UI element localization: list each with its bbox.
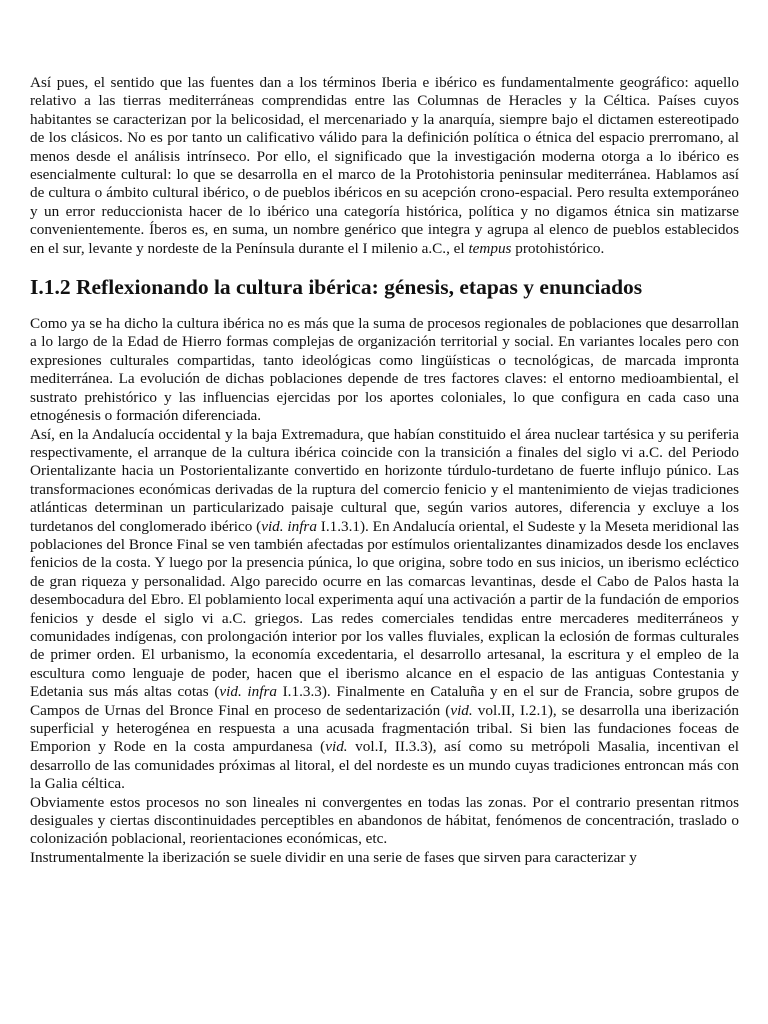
italic-reference: vid. infra	[261, 517, 317, 535]
paragraph-text: I.1.3.3). Finalmente en Cataluña y en el sur de Francia, sobre grupos de Campos de Urnas del Bronce Final en proceso de sedentarización (	[30, 683, 739, 719]
italic-reference: vid.	[450, 701, 473, 719]
section-heading: I.1.2 Reflexionando la cultura ibérica: génesis, etapas y enunciados	[30, 275, 643, 300]
body-paragraph-intro	[30, 74, 739, 258]
paragraph-text: I.1.3.1). En Andalucía oriental, el Sudeste y la Meseta meridional las poblaciones del Bronce Final se ven también afectadas por estímulos orientalizantes dinamizados desde los enclaves fenicios de la costa. Y luego por la presencia púnica, lo que origina, sobre todo en sus inicios, un iberismo ecléctico de gran riqueza y personalidad. Algo parecido ocurre en las comarcas levantinas, desde el Cabo de Palos hasta la desembocadura del Ebro. El poblamiento local experimenta aquí una activación a partir de la fundación de emporios fenicios y desde el siglo vi a.C. griegos. Las redes comerciales tendidas entre mercaderes mediterráneos y comunidades indígenas, con prolongación interior por los valles fluviales, explican la eclosión de formas culturales de primer orden. El urbanismo, la economía excedentaria, el desarrollo artesanal, la escritura y el empleo de la escultura como lenguaje de poder, hacen que el iberismo alcance en el espacio de las antiguas Contestania y Edetania sus más altas cotas (	[30, 517, 739, 701]
paragraph-text: vol.I, II.3.3), así como su metrópoli Masalia, incentivan el desarrollo de las comunidades próximas al litoral, el del nordeste es un mundo cuyas tradiciones entroncan más con la Galia céltica.	[30, 738, 739, 793]
body-paragraph-genesis: Como ya se ha dicho la cultura ibérica no es más que la suma de procesos regionales de poblaciones que desarrollan a lo largo de la Edad de Hierro formas complejas de organización territorial y social. En variantes locales pero con expresiones culturales compartidas, tanto ideológicas como lingüísticas o tecnológicas, de marcada impronta mediterránea. La evolución de dichas poblaciones depende de tres factores claves: el entorno medioambiental, el sustrato prehistórico y las influencias ejercidas por los aportes coloniales, lo que configura en cada caso una etnogénesis o formación diferenciada.	[30, 315, 739, 425]
italic-reference: vid.	[325, 738, 348, 756]
italic-term-tempus: tempus	[468, 239, 512, 257]
italic-reference: vid. infra	[219, 683, 277, 701]
body-paragraph-phases: Instrumentalmente la iberización se suele dividir en una serie de fases que sirven para caracterizar y	[30, 848, 637, 866]
paragraph-text: protohistórico.	[511, 239, 605, 257]
paragraph-text: Así pues, el sentido que las fuentes dan a los términos Iberia e ibérico es fundamentalmente geográfico: aquello relativo a las tierras mediterráneas comprendidas entre las Columnas de Heracles y la Céltica. Países cuyos habitantes se caracterizan por la belicosidad, el mercenariado y la anarquía, siempre bajo el dictamen estereotipado de los clásicos. No es por tanto un calificativo válido para la definición política o étnica del espacio prerromano, al menos desde el análisis intrínseco. Por ello, el significado que la investigación moderna otorga a lo ibérico es esencialmente cultural: lo que se desarrolla en el marco de la Protohistoria peninsular mediterránea. Hablamos así de cultura o ámbito cultural ibérico, o de pueblos ibéricos en su acepción crono-espacial. Pero resulta extemporáneo y un error reduccionista hacer de lo ibérico una categoría histórica, política y no digamos étnica sin matizarse convenientemente. Íberos es, en suma, un nombre genérico que integra y agrupa al elenco de pueblos establecidos en el sur, levante y nordeste de la Península durante el I milenio a.C., el	[30, 74, 739, 257]
paragraph-text: vol.II, I.2.1), se desarrolla una iberización superficial y heterogénea en respuesta a una acusada fragmentación tribal. Si bien las fundaciones foceas de Emporion y Rode en la costa ampurdanesa (	[30, 701, 739, 756]
body-paragraph-processes: Obviamente estos procesos no son lineales ni convergentes en todas las zonas. Por el contrario presentan ritmos desiguales y ciertas discontinuidades perceptibles en abandonos de hábitat, fenómenos de concentración, traslado o colonización poblacional, reorientaciones económicas, etc.	[30, 793, 739, 848]
body-paragraph-regions	[30, 426, 739, 794]
paragraph-text: Así, en la Andalucía occidental y la baja Extremadura, que habían constituido el área nuclear tartésica y su periferia respectivamente, el arranque de la cultura ibérica coincide con la transición a finales del siglo vi a.C. del Periodo Orientalizante hacia un Postorientalizante convertido en horizonte túrdulo-turdetano de fuerte influjo púnico. Las transformaciones económicas derivadas de la ruptura del comercio fenicio y el mantenimiento de viejas tradiciones atlánticas determinan un particularizado paisaje cultural que, según varios autores, diferencia y excluye a los turdetanos del conglomerado ibérico (	[30, 425, 739, 535]
